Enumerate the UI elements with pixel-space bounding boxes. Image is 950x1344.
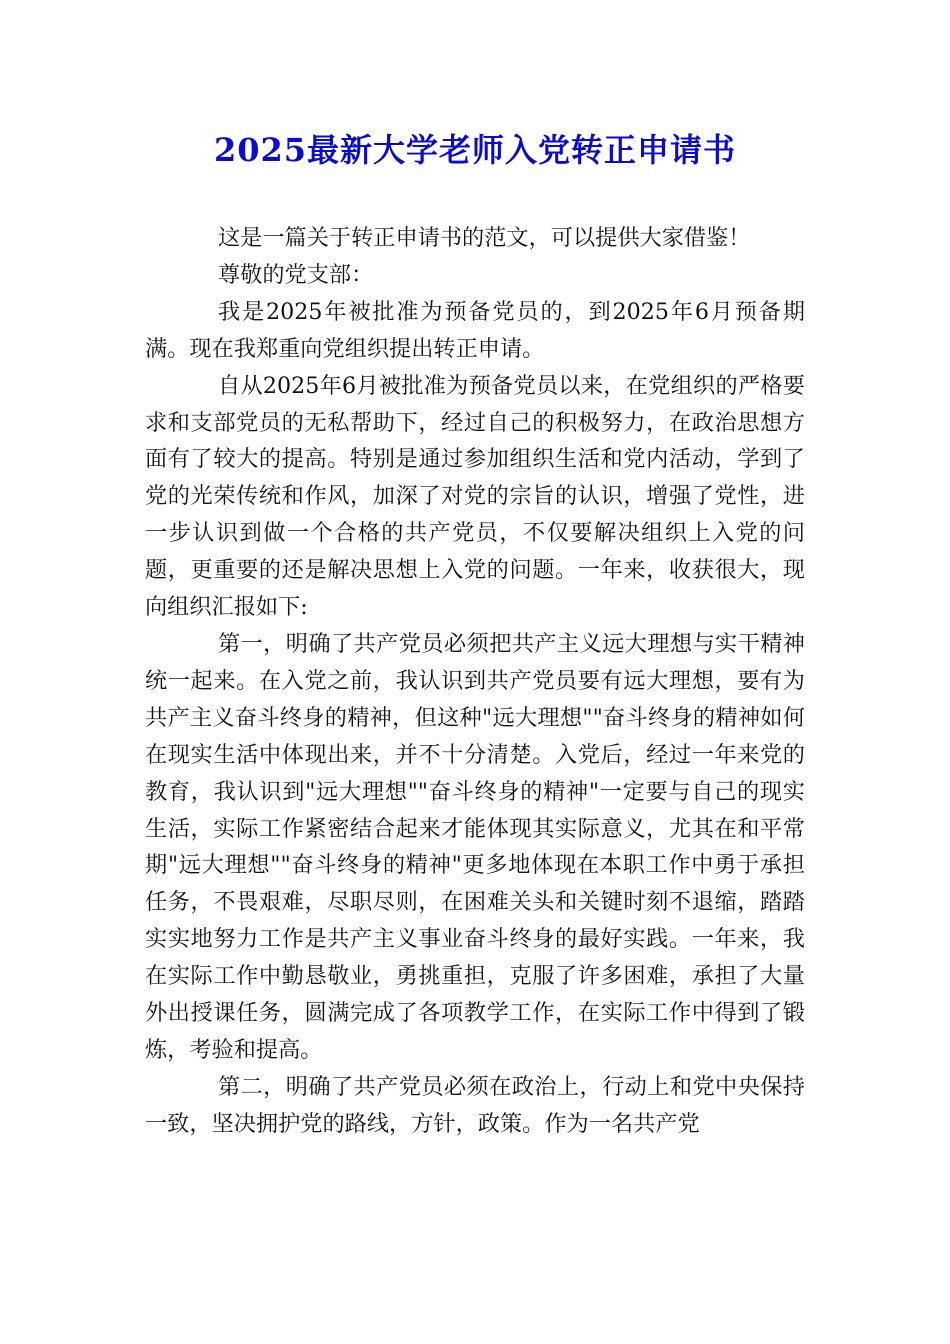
paragraph-application: 我是2025年被批准为预备党员的，到2025年6月预备期满。现在我郑重向党组织提出转正申请。 [145, 298, 805, 362]
paragraph-second-point: 第二，明确了共产党员必须在政治上，行动上和党中央保持一致，坚决拥护党的路线，方针，政策。作为一名共产党 [145, 1073, 805, 1137]
paragraph-salutation: 尊敬的党支部： [218, 261, 374, 288]
document-title: 2025最新大学老师入党转正申请书 [213, 131, 737, 169]
document-body [145, 220, 805, 1143]
paragraph-first-point: 第一，明确了共产党员必须把共产主义远大理想与实干精神统一起来。在入党之前，我认识到共产党员要有远大理想，要有为共产主义奋斗终身的精神，但这种"远大理想""奋斗终身的精神如何在现实生活中体现出来，并不十分清楚。入党后，经过一年来党的教育，我认识到"远大理想""奋斗终身的精神"一定要与自己的现实生活，实际工作紧密结合起来才能体现其实际意义，尤其在和平常期"远大理想""奋斗终身的精神"更多地体现在本职工作中勇于承担任务，不畏艰难，尽职尽则，在困难关头和关键时刻不退缩，踏踏实实地努力工作是共产主义事业奋斗终身的最好实践。一年来，我在实际工作中勤恳敬业，勇挑重担，克服了许多困难，承担了大量外出授课任务，圆满完成了各项教学工作，在实际工作中得到了锻炼，考验和提高。 [145, 630, 805, 1063]
paragraph-summary: 自从2025年6月被批准为预备党员以来，在党组织的严格要求和支部党员的无私帮助下，经过自己的积极努力，在政治思想方面有了较大的提高。特别是通过参加组织生活和党内活动，学到了党的光荣传统和作风，加深了对党的宗旨的认识，增强了党性，进一步认识到做一个合格的共产党员，不仅要解决组织上入党的问题，更重要的还是解决思想上入党的问题。一年来，收获很大，现向组织汇报如下: [145, 372, 805, 621]
paragraph-intro: 这是一篇关于转正申请书的范文，可以提供大家借鉴！ [218, 225, 751, 251]
